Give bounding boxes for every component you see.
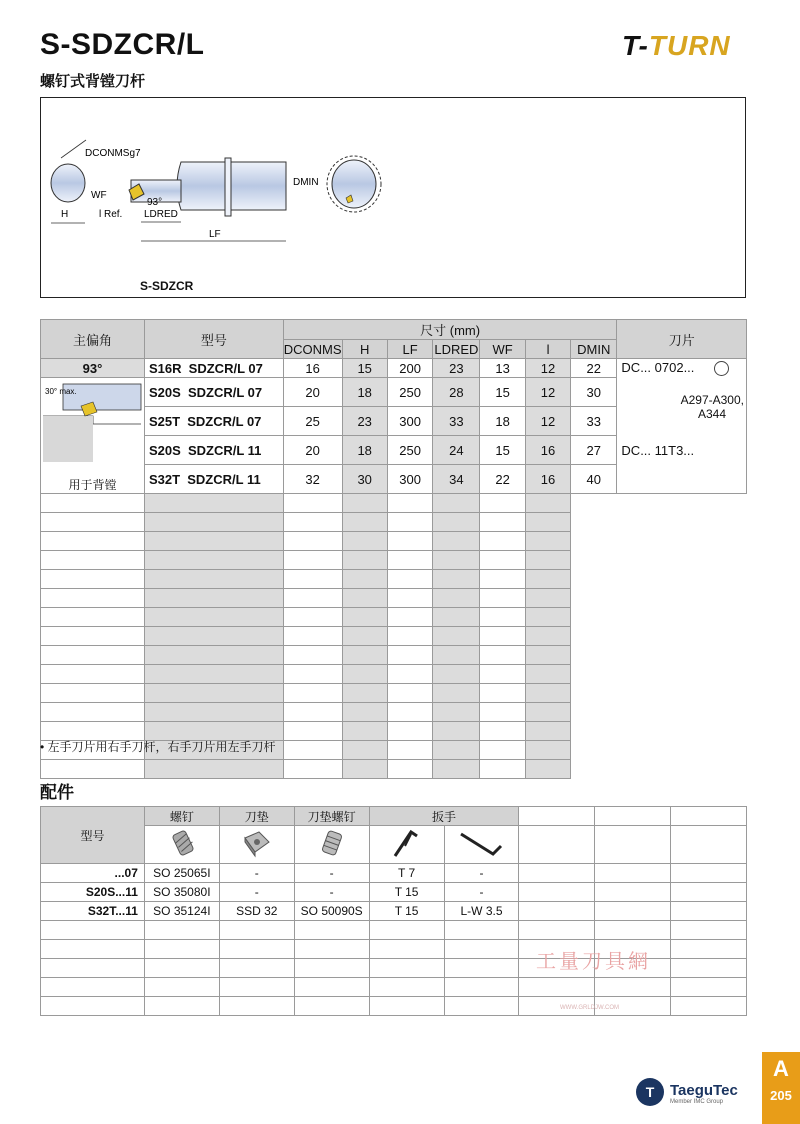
acc-empty [671,978,747,997]
empty-cell [144,646,283,665]
table-cell: 32 [283,465,342,494]
acc-cell: T 7 [369,864,444,883]
empty-cell [433,760,480,779]
empty-cell [41,703,145,722]
table-cell: 13 [480,359,526,378]
acc-empty [519,826,595,864]
table-cell: 15 [342,359,387,378]
acc-header-empty [519,807,595,826]
screw-icon [144,826,219,864]
table-cell: 30 [571,378,617,407]
watermark-url: WWW.GRLDJW.COM [560,1005,619,1011]
acc-empty [219,997,294,1016]
table-cell: 23 [342,407,387,436]
empty-cell [480,570,526,589]
empty-cell [433,646,480,665]
acc-empty [41,921,145,940]
section-tab [762,1052,800,1124]
empty-cell [433,741,480,760]
empty-cell [144,627,283,646]
empty-cell [433,703,480,722]
accessories-title: 配件 [40,783,74,802]
acc-empty [219,959,294,978]
acc-empty [369,978,444,997]
acc-cell: - [294,883,369,902]
empty-cell [433,532,480,551]
acc-empty [519,883,595,902]
empty-rows [41,494,747,779]
dim-iref: l Ref. [99,209,123,220]
acc-header-empty [671,807,747,826]
empty-cell [41,570,145,589]
empty-cell [144,513,283,532]
acc-empty [41,978,145,997]
empty-cell [144,760,283,779]
header-model: 型号 [144,320,283,359]
empty-cell [342,646,387,665]
drawing-box [40,97,746,298]
table-cell: 12 [525,407,570,436]
acc-empty [519,864,595,883]
acc-cell: SSD 32 [219,902,294,921]
empty-cell [283,532,342,551]
empty-cell [480,513,526,532]
diagram-angle: 30° max. [45,387,77,396]
shim-icon [219,826,294,864]
acc-empty [671,826,747,864]
empty-cell [41,760,145,779]
acc-empty [294,959,369,978]
page-title: S-SDZCR/L [40,28,205,61]
empty-cell [387,513,433,532]
usage-label: 用于背镗 [68,478,117,492]
acc-cell: SO 35080I [144,883,219,902]
empty-cell [525,513,570,532]
empty-cell [480,722,526,741]
empty-cell [387,703,433,722]
tool-drawing [41,98,747,299]
empty-cell [342,589,387,608]
acc-empty [294,978,369,997]
acc-cell: L-W 3.5 [444,902,519,921]
header-angle: 主偏角 [41,320,145,359]
empty-cell [525,741,570,760]
empty-cell [283,608,342,627]
table-cell: 34 [433,465,480,494]
acc-empty [144,940,219,959]
watermark: 工量刀具網 [536,951,651,973]
table-cell: 22 [571,359,617,378]
table-cell: 300 [387,407,433,436]
acc-header-shim-screw: 刀垫螺钉 [294,807,369,826]
header-col-dmin: DMIN [571,340,617,359]
table-cell: 16 [283,359,342,378]
acc-empty [595,921,671,940]
table-row-model: S16R SDZCR/L 07 [144,359,283,378]
brand-logo [622,30,731,62]
acc-cell: T 15 [369,902,444,921]
acc-empty [671,940,747,959]
table-row-model: S32T SDZCR/L 11 [144,465,283,494]
empty-cell [342,760,387,779]
empty-cell [525,589,570,608]
empty-cell [387,589,433,608]
acc-empty [595,826,671,864]
ref-line-1[interactable]: A297-A300, [680,392,744,407]
header-col-wf: WF [480,340,526,359]
page-number: 205 [770,1088,792,1103]
acc-header-wrench: 扳手 [369,807,519,826]
empty-cell [480,627,526,646]
empty-cell [144,665,283,684]
empty-cell [41,608,145,627]
header-col-lf: LF [387,340,433,359]
table-cell: 25 [283,407,342,436]
acc-empty [595,883,671,902]
empty-cell [144,684,283,703]
empty-cell [41,513,145,532]
empty-cell [283,513,342,532]
acc-empty [671,959,747,978]
table-cell: 250 [387,436,433,465]
table-row-model: S25T SDZCR/L 07 [144,407,283,436]
empty-cell [480,494,526,513]
empty-cell [41,551,145,570]
acc-empty [144,997,219,1016]
empty-cell [525,532,570,551]
acc-cell: - [294,864,369,883]
empty-cell [387,570,433,589]
insert-code-a: DC... 0702... [621,360,695,376]
empty-cell [480,608,526,627]
empty-cell [387,627,433,646]
brand-suffix: TURN [648,30,731,61]
empty-cell [283,760,342,779]
dim-ldred: LDRED [144,209,178,220]
dim-dmin: DMIN [293,177,319,188]
empty-cell [41,665,145,684]
table-cell: 300 [387,465,433,494]
table-cell: 200 [387,359,433,378]
empty-cell [41,589,145,608]
dim-angle: 93° [147,197,163,208]
empty-cell [144,570,283,589]
empty-cell [283,665,342,684]
acc-empty [144,978,219,997]
acc-empty [519,921,595,940]
empty-cell [387,532,433,551]
acc-empty [444,997,519,1016]
section-tab-letter: A [773,1056,789,1081]
table-cell: 16 [525,436,570,465]
table-cell: 30 [342,465,387,494]
table-cell: 20 [283,378,342,407]
acc-cell: SO 35124I [144,902,219,921]
l-wrench-icon [444,826,519,864]
empty-cell [387,760,433,779]
empty-cell [433,513,480,532]
table-cell: 22 [480,465,526,494]
empty-cell [144,532,283,551]
acc-empty [41,940,145,959]
empty-cell [283,722,342,741]
table-cell: 12 [525,378,570,407]
table-row-model: S20S SDZCR/L 07 [144,378,283,407]
empty-cell [144,703,283,722]
insert-empty [617,465,747,494]
acc-empty [671,864,747,883]
empty-cell [41,646,145,665]
acc-empty [369,921,444,940]
acc-cell: - [444,883,519,902]
empty-cell [283,646,342,665]
empty-cell [525,608,570,627]
acc-empty [219,978,294,997]
back-boring-diagram [43,380,143,462]
acc-header-screw: 螺钉 [144,807,219,826]
empty-cell [433,551,480,570]
table-cell: 12 [525,359,570,378]
empty-cell [342,551,387,570]
empty-cell [342,741,387,760]
acc-row-model: S20S...11 [41,883,145,902]
empty-cell [283,741,342,760]
empty-cell [387,684,433,703]
empty-cell [480,760,526,779]
table-cell: 24 [433,436,480,465]
empty-cell [525,551,570,570]
empty-cell [480,551,526,570]
empty-cell [342,703,387,722]
header-col-dconms: DCONMS [283,341,342,357]
taegutec-logo-icon: T [636,1078,664,1106]
acc-cell: T 15 [369,883,444,902]
acc-header-model: 型号 [41,807,145,864]
torx-wrench-icon [369,826,444,864]
acc-empty [444,959,519,978]
empty-cell [342,513,387,532]
table-cell: 18 [342,378,387,407]
empty-cell [525,570,570,589]
brand-prefix: T- [622,30,649,61]
drawing-caption: S-SDZCR [140,279,194,293]
empty-cell [525,665,570,684]
acc-row-model: ...07 [41,864,145,883]
empty-cell [41,494,145,513]
empty-cell [387,551,433,570]
header-col-ldred: LDRED [434,341,479,357]
dim-dconms: DCONMSg7 [85,148,141,159]
empty-cell [480,684,526,703]
acc-empty [294,997,369,1016]
acc-empty [671,921,747,940]
empty-cell [480,589,526,608]
empty-cell [525,722,570,741]
empty-cell [433,608,480,627]
empty-cell [433,722,480,741]
acc-empty [671,902,747,921]
empty-cell [283,570,342,589]
empty-cell [342,684,387,703]
table-cell: 33 [571,407,617,436]
empty-cell [433,589,480,608]
empty-cell [525,760,570,779]
empty-cell [283,627,342,646]
empty-cell [387,741,433,760]
acc-empty [444,940,519,959]
acc-empty [144,959,219,978]
acc-empty [671,883,747,902]
empty-cell [144,494,283,513]
empty-cell [480,646,526,665]
empty-cell [525,627,570,646]
empty-cell [387,494,433,513]
empty-cell [283,494,342,513]
footer-logo: TaeguTec [670,1082,738,1099]
table-cell: 20 [283,436,342,465]
insert-cell-a [617,359,747,378]
shim-screw-icon [294,826,369,864]
empty-cell [480,532,526,551]
acc-empty [144,921,219,940]
table-cell: 33 [433,407,480,436]
acc-empty [41,997,145,1016]
table-row-model: S20S SDZCR/L 11 [144,436,283,465]
empty-cell [41,532,145,551]
table-cell: 15 [480,378,526,407]
empty-cell [480,665,526,684]
empty-cell [342,722,387,741]
empty-cell [41,627,145,646]
empty-cell [525,684,570,703]
footnote: • 左手刀片用右手刀杆，右手刀片用左手刀杆 [40,740,276,754]
acc-empty [294,940,369,959]
accessories-table [40,806,747,1016]
tool-spec-table [40,319,747,779]
empty-cell [433,684,480,703]
empty-cell [433,627,480,646]
acc-cell: - [219,883,294,902]
acc-empty [219,940,294,959]
acc-cell: - [219,864,294,883]
empty-cell [283,589,342,608]
empty-cell [387,665,433,684]
page-subtitle: 螺钉式背镗刀杆 [40,73,146,90]
acc-cell: - [444,864,519,883]
empty-cell [144,551,283,570]
acc-empty [369,959,444,978]
acc-row-model: S32T...11 [41,902,145,921]
acc-empty [369,940,444,959]
empty-cell [283,703,342,722]
header-dims: 尺寸 (mm) [283,320,617,340]
empty-cell [387,646,433,665]
header-col-l: l [525,340,570,359]
table-cell: 18 [342,436,387,465]
empty-cell [480,703,526,722]
acc-empty [519,978,595,997]
usage-diagram-cell [41,378,145,494]
acc-empty [671,997,747,1016]
table-cell: 27 [571,436,617,465]
acc-empty [444,921,519,940]
empty-cell [525,494,570,513]
insert-code-b: DC... 11T3... [617,436,747,465]
dim-wf: WF [91,190,107,201]
acc-header-empty [595,807,671,826]
empty-cell [480,741,526,760]
empty-cell [342,627,387,646]
acc-cell: SO 25065I [144,864,219,883]
magnifier-icon[interactable] [714,361,729,376]
footer-logo-sub: Member IMC Group [670,1099,724,1105]
empty-cell [144,608,283,627]
empty-cell [525,703,570,722]
empty-cell [342,665,387,684]
table-cell: 16 [525,465,570,494]
table-cell: 40 [571,465,617,494]
acc-empty [444,978,519,997]
dim-h: H [61,209,69,220]
empty-cell [387,722,433,741]
angle-value: 93° [41,359,145,378]
acc-empty [595,864,671,883]
empty-cell [283,551,342,570]
empty-cell [387,608,433,627]
empty-cell [144,589,283,608]
empty-cell [342,532,387,551]
empty-cell [342,570,387,589]
acc-cell: SO 50090S [294,902,369,921]
empty-cell [433,570,480,589]
acc-empty [595,978,671,997]
acc-empty [294,921,369,940]
table-cell: 18 [480,407,526,436]
table-cell: 28 [433,378,480,407]
empty-cell [41,684,145,703]
acc-empty [369,997,444,1016]
acc-empty [595,902,671,921]
empty-cell [525,646,570,665]
header-col-h: H [342,340,387,359]
header-insert: 刀片 [617,320,747,359]
empty-cell [342,608,387,627]
table-cell: 23 [433,359,480,378]
table-cell: 15 [480,436,526,465]
empty-cell [342,494,387,513]
insert-refs [617,378,747,436]
dim-lf: LF [209,229,221,240]
empty-cell [283,684,342,703]
acc-empty [41,959,145,978]
acc-empty [519,902,595,921]
acc-empty [219,921,294,940]
empty-cell [433,494,480,513]
empty-cell [433,665,480,684]
ref-line-2[interactable]: A344 [697,406,726,421]
acc-header-shim: 刀垫 [219,807,294,826]
table-cell: 250 [387,378,433,407]
